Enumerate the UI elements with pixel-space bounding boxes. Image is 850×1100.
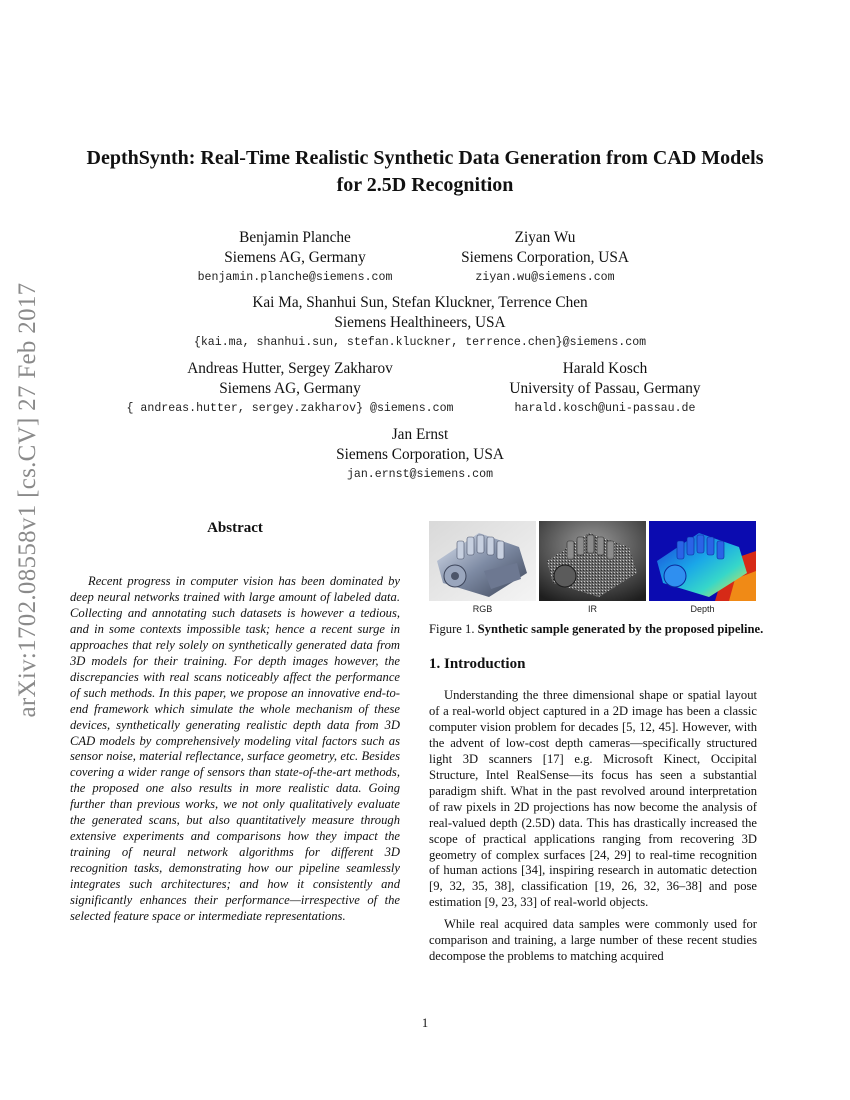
abstract-heading: Abstract bbox=[207, 520, 263, 536]
caption-text: Synthetic sample generated by the proposed pipeline. bbox=[477, 622, 764, 636]
caption-prefix: Figure 1. bbox=[429, 622, 475, 636]
author-email: { andreas.hutter, sergey.zakharov} @siemens.com bbox=[126, 402, 454, 415]
author-names: Kai Ma, Shanhui Sun, Stefan Kluckner, Terrence Chen bbox=[252, 294, 588, 311]
rgb-render-image bbox=[429, 521, 536, 601]
author-email: {kai.ma, shanhui.sun, stefan.kluckner, terrence.chen}@siemens.com bbox=[193, 336, 647, 349]
author-email: benjamin.planche@siemens.com bbox=[197, 271, 393, 284]
abstract-paragraph: Recent progress in computer vision has been dominated by deep neural networks trained with large amount of labeled data. Collecting and annotating such datasets is however a tedious, and in some contexts impossible task; hence a recent surge in approaches that rely solely on synthetically generated data from 3D models for their training. For depth images however, the discrepancies with real scans noticeably affect the performance of such methods. In this paper, we propose an innovative end-to-end framework which simulate the whole mechanism of these devices, synthetically generating realistic depth data from 3D CAD models by comprehensively modeling vital factors such as sensor noise, material reflectance, surface geometry, etc. Besides covering a wider range of sensors than state-of-the-art methods, the proposed one also results in more realistic data. Going further than previous works, we not only qualitatively evaluate the generated scans, but also quantitatively measure through extensive experiments and comparisons how they impact the training of neural network algorithms for different 3D recognition tasks, demonstrating how our pipeline seamlessly integrates such architectures; and how it consistently and significantly enhances their performance—irrespective of the selected feature space or intermediate representations. bbox=[70, 574, 400, 924]
author-email: harald.kosch@uni-passau.de bbox=[514, 402, 696, 415]
author-name: Harald Kosch bbox=[562, 360, 648, 377]
author-affiliation: Siemens Healthineers, USA bbox=[334, 314, 506, 331]
figure-panel-ir bbox=[539, 521, 646, 601]
ir-render-image bbox=[539, 521, 646, 601]
introduction-body bbox=[429, 688, 757, 971]
author-block-wu bbox=[440, 228, 650, 284]
figure-label-rgb: RGB bbox=[472, 604, 493, 614]
figure-label-depth: Depth bbox=[690, 604, 715, 614]
author-email: ziyan.wu@siemens.com bbox=[475, 271, 615, 284]
author-block-planche bbox=[190, 228, 400, 284]
arxiv-sidebar bbox=[0, 282, 58, 718]
depth-render-image bbox=[649, 521, 756, 601]
figure-panel-rgb bbox=[429, 521, 536, 601]
arxiv-identifier: arXiv:1702.08558v1 [cs.CV] 27 Feb 2017 bbox=[14, 282, 41, 718]
figure-label-ir: IR bbox=[588, 604, 597, 614]
author-name: Jan Ernst bbox=[391, 426, 449, 443]
abstract-body bbox=[70, 574, 400, 925]
figure-caption bbox=[429, 621, 769, 637]
intro-paragraph-1: Understanding the three dimensional shape or spatial layout of a real-world object captured in a 2D image has been a classic computer vision problem for decades [5, 12, 45]. However, with the advent of low-cost depth cameras—specifically structured light 3D scanners [17] e.g. Microsoft Kinect, Occipital Structure, Intel RealSense—its focus has seen a substantial paradigm shift. What in the past revolved around interpretation of raw pixels in 2D projections has now become the analysis of real-valued depth (2.5D) data. This has drastically increased the scope of practical applications ranging from recovering 3D geometry of complex surfaces [24, 29] to real-time recognition of human actions [34], inspiring research in automatic detection [9, 32, 35, 38], classification [19, 26, 32, 36–38] and pose estimation [9, 23, 33] of real-world objects. bbox=[429, 688, 757, 910]
author-name: Ziyan Wu bbox=[514, 229, 576, 246]
intro-paragraph-2: While real acquired data samples were commonly used for comparison and training, a large number of these recent studies decompose the problems to matching acquired bbox=[429, 917, 757, 964]
author-affiliation: Siemens Corporation, USA bbox=[461, 249, 629, 266]
author-affiliation: Siemens Corporation, USA bbox=[336, 446, 504, 463]
author-block-ernst bbox=[300, 425, 540, 481]
author-affiliation: University of Passau, Germany bbox=[509, 380, 701, 397]
author-block-hutter-zakharov bbox=[110, 359, 470, 415]
page-number: 1 bbox=[421, 1016, 429, 1030]
figure-panel-depth bbox=[649, 521, 756, 601]
author-block-healthineers bbox=[150, 293, 690, 349]
title-line-1: DepthSynth: Real-Time Realistic Synthetic Data Generation from CAD Models bbox=[86, 147, 764, 169]
section-heading-introduction: 1. Introduction bbox=[429, 656, 526, 672]
author-affiliation: Siemens AG, Germany bbox=[224, 249, 366, 266]
author-name: Benjamin Planche bbox=[239, 229, 351, 246]
author-names: Andreas Hutter, Sergey Zakharov bbox=[187, 360, 393, 377]
figure-1 bbox=[429, 521, 756, 601]
title-line-2: for 2.5D Recognition bbox=[336, 174, 514, 196]
paper-title bbox=[60, 145, 790, 199]
author-affiliation: Siemens AG, Germany bbox=[219, 380, 361, 397]
author-block-kosch bbox=[490, 359, 720, 415]
author-email: jan.ernst@siemens.com bbox=[346, 468, 494, 481]
